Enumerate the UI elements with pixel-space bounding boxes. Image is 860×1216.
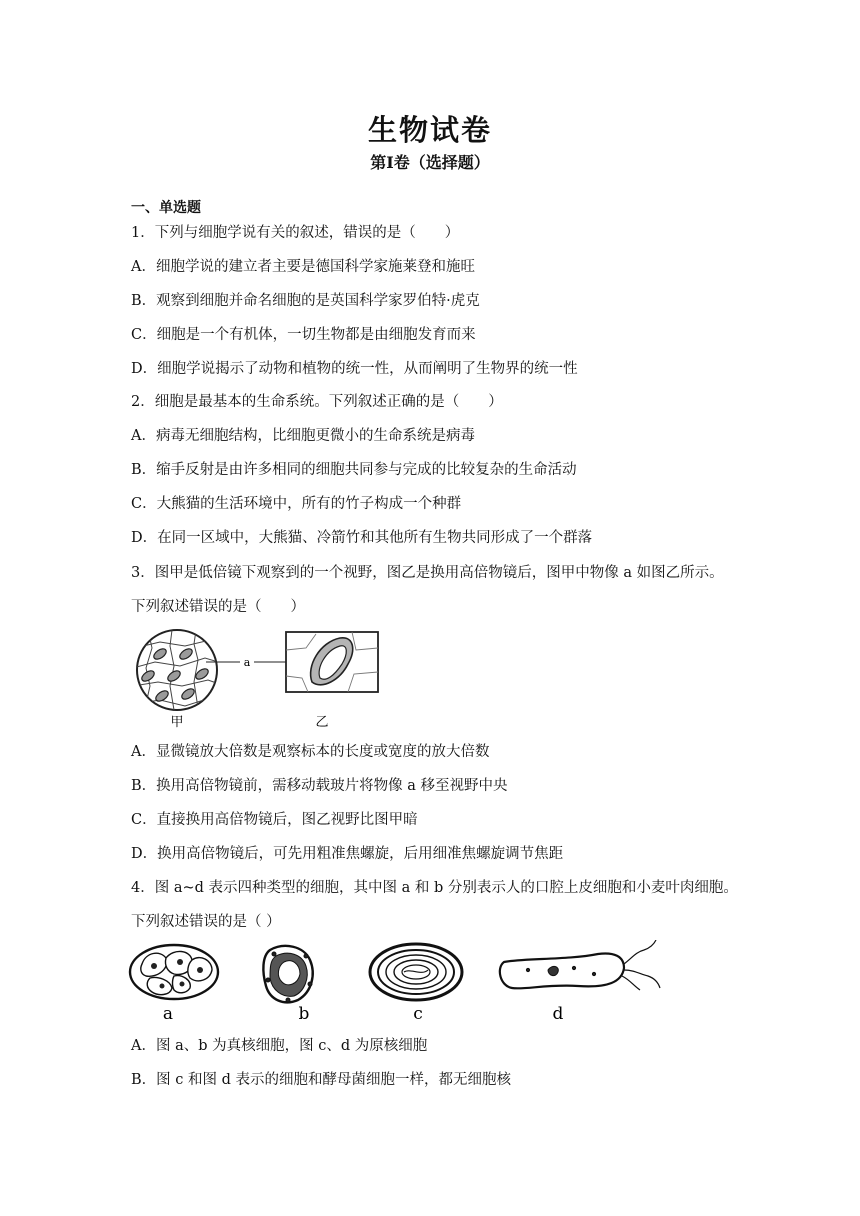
figure-label-b: b (298, 1004, 310, 1024)
cell-d-bacterium (500, 940, 660, 990)
cell-c (370, 944, 462, 1000)
low-power-field (133, 630, 225, 710)
q4-option-a: A．图 a、b 为真核细胞，图 c、d 为原核细胞 (131, 1038, 428, 1054)
page-subtitle: 第Ⅰ卷（选择题） (370, 153, 490, 172)
q3-stem-line1: 3．图甲是低倍镜下观察到的一个视野，图乙是换用高倍物镜后，图甲中物像 a 如图乙所示。 (131, 565, 724, 581)
q1-stem: 1．下列与细胞学说有关的叙述，错误的是（ ） (131, 225, 460, 241)
figure-label-d: d (552, 1004, 564, 1024)
q3-stem-line2: 下列叙述错误的是（ ） (131, 599, 305, 615)
q1-option-c: C．细胞是一个有机体，一切生物都是由细胞发育而来 (131, 327, 476, 343)
q2-option-d: D．在同一区域中，大熊猫、冷箭竹和其他所有生物共同形成了一个群落 (131, 530, 593, 546)
q2-stem: 2．细胞是最基本的生命系统。下列叙述正确的是（ ） (131, 394, 503, 410)
q1-option-d: D．细胞学说揭示了动物和植物的统一性，从而阐明了生物界的统一性 (131, 361, 578, 377)
high-power-field (286, 632, 378, 692)
microscope-figure (130, 628, 390, 732)
q3-option-a: A．显微镜放大倍数是观察标本的长度或宽度的放大倍数 (131, 744, 490, 760)
cell-types-figure (128, 940, 668, 1026)
figure-label-a: a (243, 656, 251, 669)
q4-stem-line2: 下列叙述错误的是（ ） (131, 914, 281, 930)
q3-option-b: B．换用高倍物镜前，需移动载玻片将物像 a 移至视野中央 (131, 778, 508, 794)
q4-stem-line1: 4．图 a~d 表示四种类型的细胞，其中图 a 和 b 分别表示人的口腔上皮细胞和小麦叶肉细胞。 (131, 880, 738, 896)
page-title: 生物试卷 (367, 113, 492, 147)
cell-b-mesophyll (263, 946, 312, 1002)
section-title: 一、单选题 (131, 200, 201, 216)
q3-option-d: D．换用高倍物镜后，可先用粗准焦螺旋，后用细准焦螺旋调节焦距 (131, 846, 564, 862)
figure-label-yi: 乙 (315, 715, 329, 730)
figure-label-a: a (162, 1004, 174, 1024)
q2-option-b: B．缩手反射是由许多相同的细胞共同参与完成的比较复杂的生命活动 (131, 462, 577, 478)
q1-option-a: A．细胞学说的建立者主要是德国科学家施莱登和施旺 (131, 259, 475, 275)
q1-option-b: B．观察到细胞并命名细胞的是英国科学家罗伯特·虎克 (131, 293, 480, 309)
figure-label-c: c (413, 1004, 423, 1024)
q4-option-b: B．图 c 和图 d 表示的细胞和酵母菌细胞一样，都无细胞核 (131, 1072, 511, 1088)
q3-option-c: C．直接换用高倍物镜后，图乙视野比图甲暗 (131, 812, 418, 828)
figure-label-jia: 甲 (170, 715, 184, 730)
cell-a-epithelial (130, 945, 218, 999)
q2-option-c: C．大熊猫的生活环境中，所有的竹子构成一个种群 (131, 496, 462, 512)
q2-option-a: A．病毒无细胞结构，比细胞更微小的生命系统是病毒 (131, 428, 475, 444)
